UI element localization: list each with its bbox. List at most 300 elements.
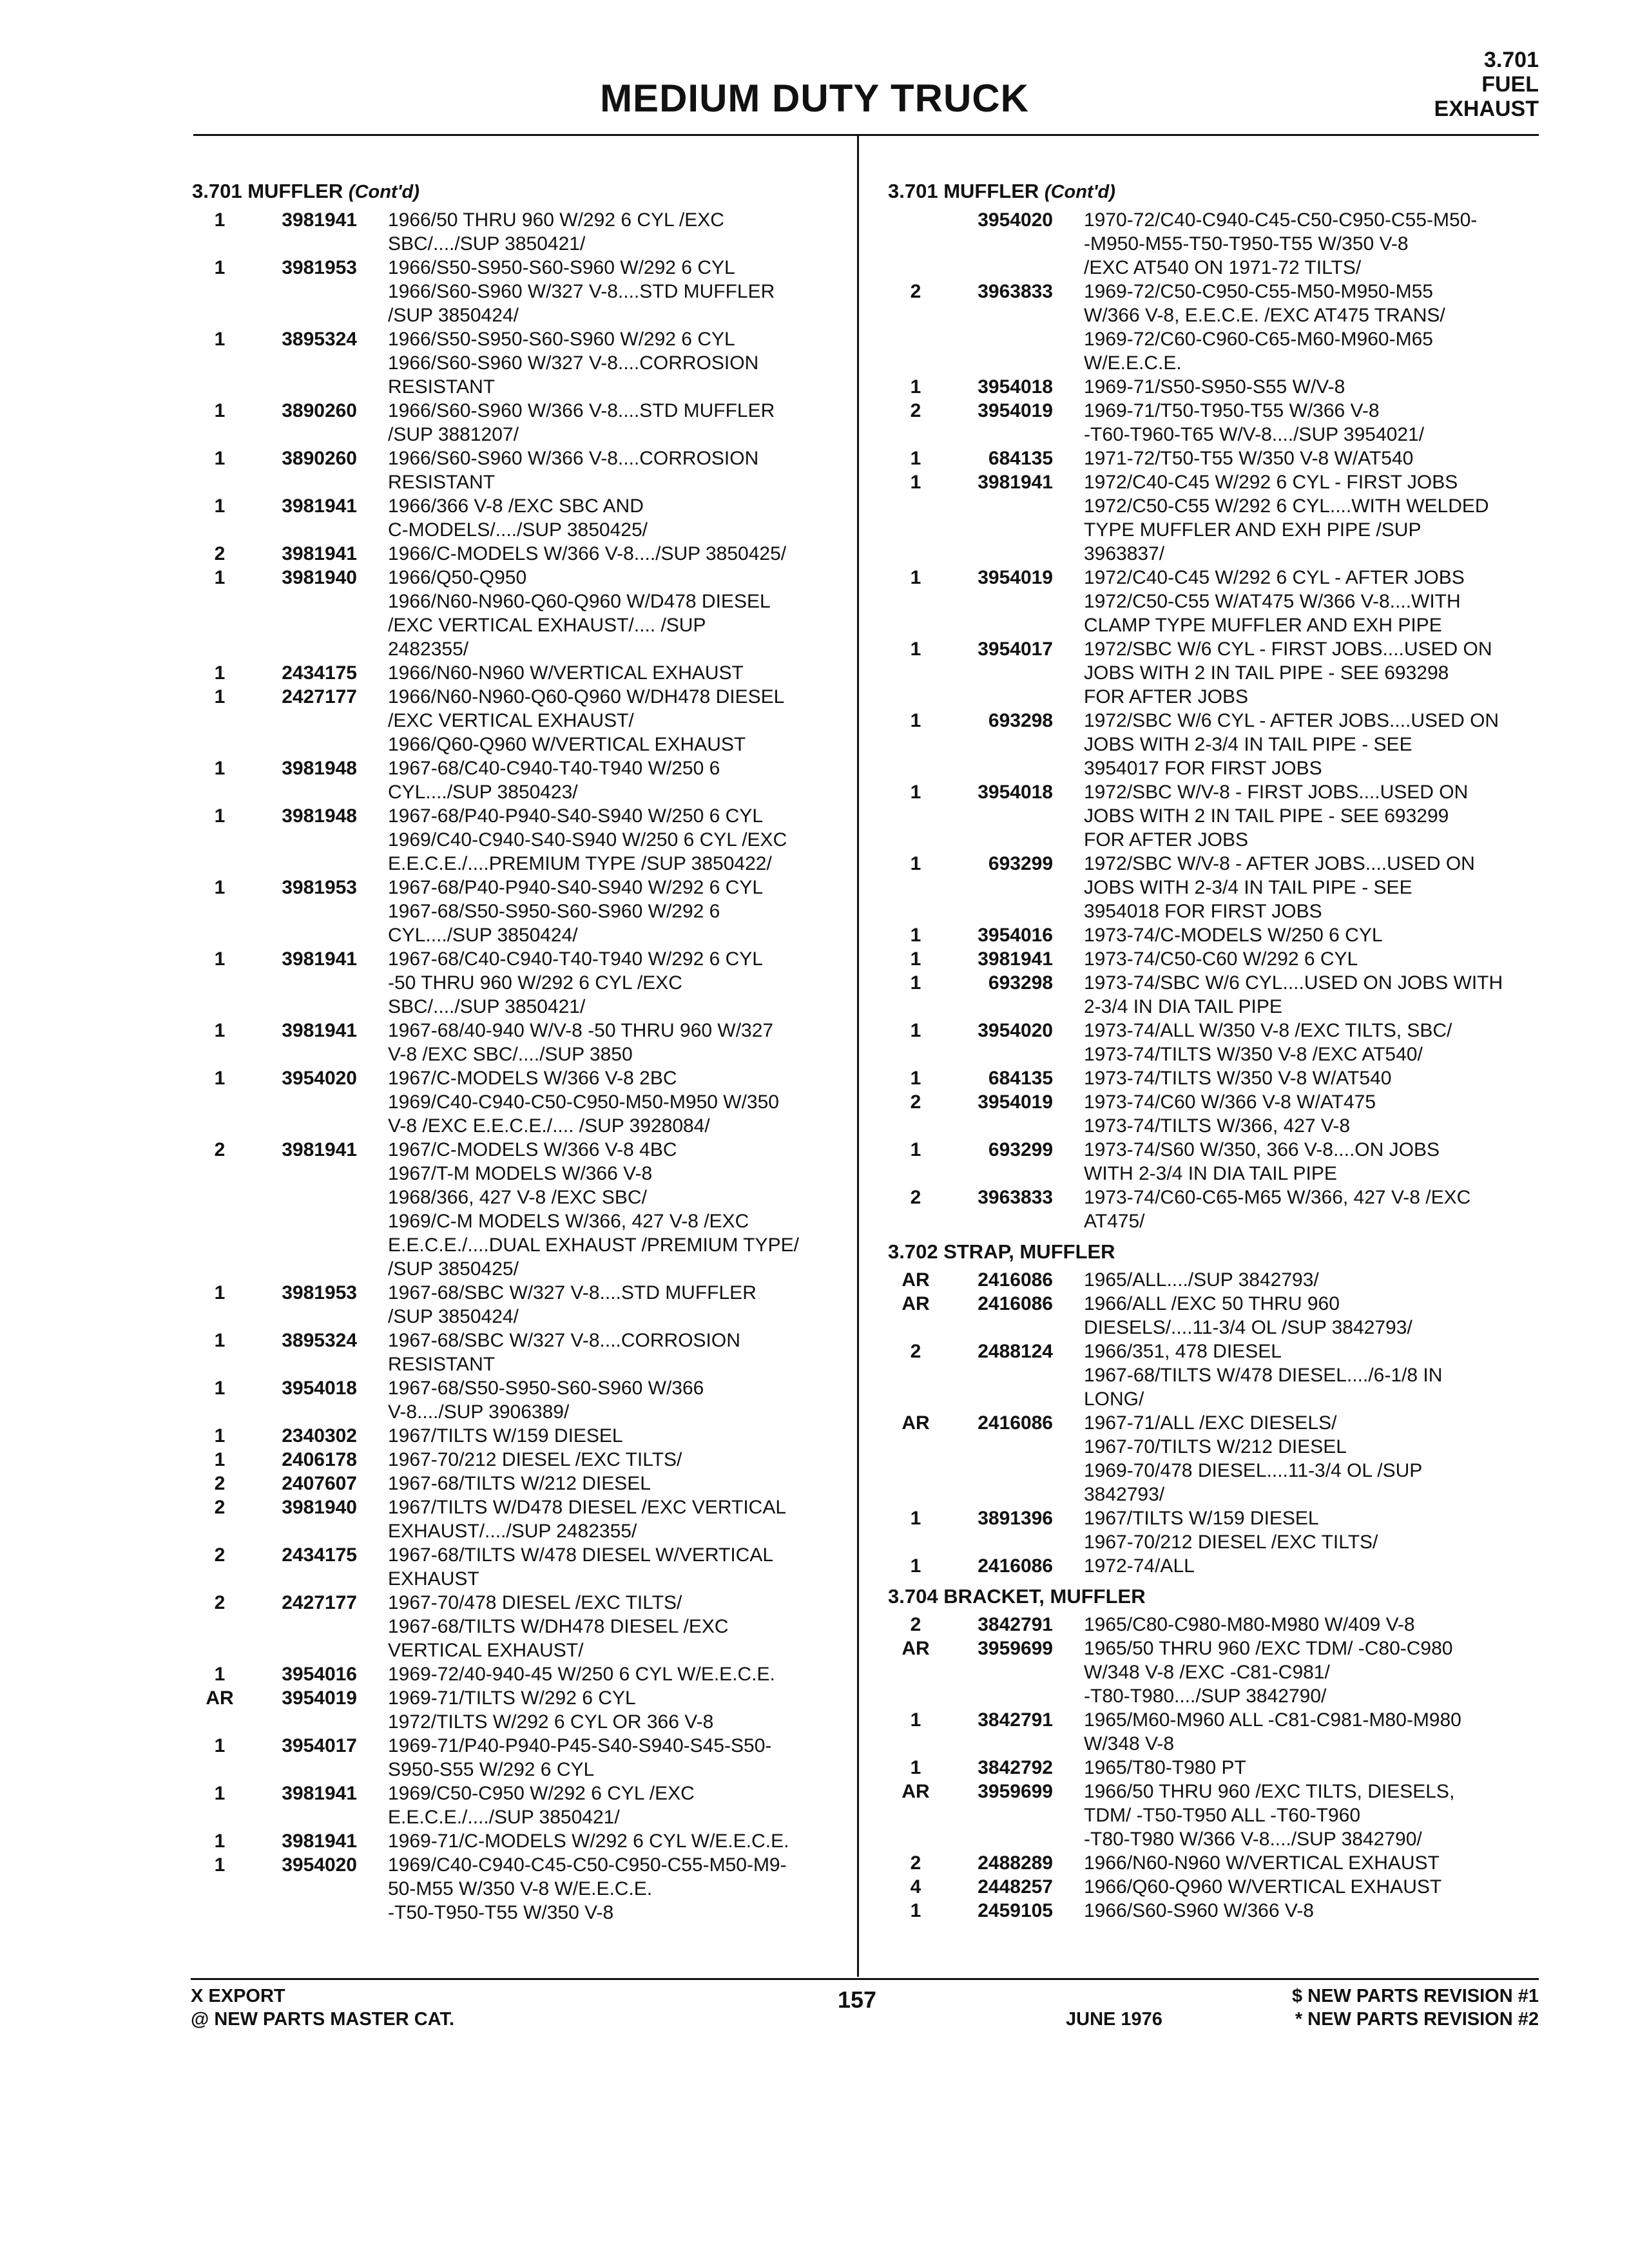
- description-line: /EXC VERTICAL EXHAUST/: [388, 710, 634, 731]
- part-number: 693298: [988, 710, 1053, 731]
- quantity: 1: [910, 1508, 921, 1529]
- description-line: 1966/366 V-8 /EXC SBC AND: [388, 495, 644, 517]
- part-number: 3954017: [282, 1735, 357, 1756]
- description-line: V-8..../SUP 3906389/: [388, 1401, 570, 1423]
- description: [1084, 280, 1539, 375]
- description: [388, 542, 849, 566]
- description-line: JOBS WITH 2 IN TAIL PIPE - SEE 693298: [1084, 662, 1449, 684]
- part-number: 3981948: [282, 758, 357, 779]
- part-number: 2488124: [978, 1341, 1053, 1362]
- description: [388, 661, 849, 685]
- description-line: 1973-74/TILTS W/350 V-8 W/AT540: [1084, 1068, 1392, 1089]
- description: [1084, 709, 1539, 780]
- part-number: 3981940: [282, 1497, 357, 1518]
- quantity: 1: [214, 1068, 226, 1089]
- quantity: 1: [214, 686, 226, 707]
- part-number: 3842791: [978, 1709, 1053, 1731]
- description-line: 1965/M60-M960 ALL -C81-C981-M80-M980: [1084, 1709, 1461, 1731]
- description-line: 1966/50 THRU 960 /EXC TILTS, DIESELS,: [1084, 1781, 1455, 1802]
- description-line: /SUP 3850424/: [388, 1306, 519, 1327]
- quantity: 1: [214, 1330, 226, 1351]
- description-line: V-8 /EXC E.E.C.E./.... /SUP 3928084/: [388, 1115, 710, 1137]
- description-line: 1966/N60-N960 W/VERTICAL EXHAUST: [388, 662, 744, 684]
- description-line: /SUP 3850425/: [388, 1258, 519, 1280]
- part-number: 693299: [988, 1139, 1053, 1160]
- section-heading: [192, 179, 849, 204]
- description: [388, 447, 849, 494]
- quantity: 1: [910, 1709, 921, 1731]
- list-item: [888, 566, 1539, 637]
- list-item: [192, 1066, 849, 1138]
- list-item: [888, 1613, 1539, 1637]
- quantity: 4: [910, 1876, 921, 1898]
- list-item: [888, 375, 1539, 399]
- quantity: 1: [910, 710, 921, 731]
- description-line: 1971-72/T50-T55 W/350 V-8 W/AT540: [1084, 448, 1414, 469]
- quantity: 1: [214, 662, 226, 684]
- list-item: [192, 1829, 849, 1853]
- list-item: [888, 852, 1539, 923]
- description-line: W/348 V-8 /EXC -C81-C981/: [1084, 1662, 1330, 1683]
- description-line: FOR AFTER JOBS: [1084, 829, 1249, 850]
- parts-list: [888, 1613, 1539, 1923]
- description: [1084, 1340, 1539, 1411]
- list-item: [192, 542, 849, 566]
- description: [388, 1662, 849, 1686]
- description-line: 2-3/4 IN DIA TAIL PIPE: [1084, 996, 1282, 1017]
- quantity: [888, 208, 943, 280]
- section-number: 3.701: [1483, 48, 1539, 72]
- description-line: 1973-74/TILTS W/366, 427 V-8: [1084, 1115, 1351, 1137]
- description-line: E.E.C.E./....DUAL EXHAUST /PREMIUM TYPE/: [388, 1235, 799, 1256]
- list-item: [888, 1899, 1539, 1923]
- part-number: 3981941: [282, 543, 357, 564]
- column-divider: [857, 134, 859, 1977]
- list-item: [888, 1875, 1539, 1899]
- parts-list: [888, 1268, 1539, 1578]
- description-line: 3954018 FOR FIRST JOBS: [1084, 901, 1322, 922]
- description: [1084, 1066, 1539, 1090]
- description-line: 1973-74/C60 W/366 V-8 W/AT475: [1084, 1091, 1376, 1113]
- description: [388, 399, 849, 447]
- quantity: 1: [910, 1020, 921, 1041]
- part-number: 3895324: [282, 329, 357, 350]
- description-line: 1965/ALL..../SUP 3842793/: [1084, 1269, 1319, 1291]
- description-line: 1972/SBC W/V-8 - AFTER JOBS....USED ON: [1084, 853, 1475, 874]
- description-line: 1967/C-MODELS W/366 V-8 4BC: [388, 1139, 677, 1160]
- description-line: 1967/T-M MODELS W/366 V-8: [388, 1163, 653, 1184]
- quantity: AR: [901, 1781, 930, 1802]
- part-number: 684135: [988, 448, 1053, 469]
- part-number: 3981953: [282, 257, 357, 278]
- publication-date: JUNE 1976: [1066, 2009, 1162, 2030]
- quantity: 2: [910, 281, 921, 302]
- quantity: 1: [910, 1757, 921, 1778]
- description-line: 1965/C80-C980-M80-M980 W/409 V-8: [1084, 1614, 1415, 1635]
- description-line: 1969-72/C60-C960-C65-M60-M960-M65: [1084, 329, 1433, 350]
- description-line: CLAMP TYPE MUFFLER AND EXH PIPE: [1084, 615, 1442, 636]
- quantity: 1: [910, 472, 921, 493]
- quantity: 1: [214, 1020, 226, 1041]
- quantity: AR: [901, 1269, 930, 1291]
- description: [388, 1734, 849, 1782]
- description-line: 1973-74/C60-C65-M65 W/366, 427 V-8 /EXC: [1084, 1187, 1471, 1208]
- section-category: FUEL: [1481, 72, 1539, 97]
- list-item: [888, 1506, 1539, 1554]
- description-line: 1967-68/P40-P940-S40-S940 W/250 6 CYL: [388, 805, 764, 827]
- description: [1084, 1637, 1539, 1708]
- part-number: 3963833: [978, 1187, 1053, 1208]
- quantity: 2: [910, 1341, 921, 1362]
- part-number: 2459105: [978, 1900, 1053, 1921]
- header-rule: [193, 134, 1539, 136]
- part-number: 684135: [988, 1068, 1053, 1089]
- list-item: [192, 1424, 849, 1448]
- list-item: [192, 208, 849, 256]
- description: [1084, 947, 1539, 971]
- list-item: [888, 1780, 1539, 1851]
- part-number: 3954018: [978, 376, 1053, 398]
- part-number: 3895324: [282, 1330, 357, 1351]
- description: [1084, 780, 1539, 852]
- description: [388, 756, 849, 804]
- quantity: 1: [214, 1831, 226, 1852]
- part-number: 3981953: [282, 877, 357, 898]
- description: [388, 1782, 849, 1829]
- description-line: 1972/SBC W/6 CYL - AFTER JOBS....USED ON: [1084, 710, 1499, 731]
- description: [388, 1376, 849, 1424]
- description-line: 1966/Q60-Q960 W/VERTICAL EXHAUST: [1084, 1876, 1442, 1898]
- quantity: 1: [214, 495, 226, 517]
- description-line: -T60-T960-T65 W/V-8..../SUP 3954021/: [1084, 424, 1425, 445]
- part-number: 2416086: [978, 1293, 1053, 1314]
- section-heading: [888, 1240, 1539, 1264]
- list-item: [192, 876, 849, 947]
- description-line: 1967-70/TILTS W/212 DIESEL: [1084, 1436, 1347, 1457]
- list-item: [888, 1554, 1539, 1578]
- description: [388, 947, 849, 1019]
- part-number: 3842791: [978, 1614, 1053, 1635]
- list-item: [192, 447, 849, 494]
- part-number: 3954020: [978, 209, 1053, 231]
- part-number: 693299: [988, 853, 1053, 874]
- list-item: [192, 1495, 849, 1543]
- quantity: 1: [214, 1425, 226, 1446]
- description-line: 1967-68/TILTS W/478 DIESEL W/VERTICAL: [388, 1544, 774, 1566]
- quantity: 1: [214, 329, 226, 350]
- description-line: 1966/ALL /EXC 50 THRU 960: [1084, 1293, 1340, 1314]
- description-line: 1965/50 THRU 960 /EXC TDM/ -C80-C980: [1084, 1638, 1453, 1659]
- quantity: 1: [214, 1378, 226, 1399]
- list-item: [192, 1853, 849, 1925]
- section-heading-text: 3.701 MUFFLER: [888, 180, 1039, 202]
- part-number: 2407607: [282, 1473, 357, 1494]
- quantity: 2: [910, 1091, 921, 1113]
- description-line: 1967-68/P40-P940-S40-S940 W/292 6 CYL: [388, 877, 764, 898]
- description-line: 1966/50 THRU 960 W/292 6 CYL /EXC: [388, 209, 724, 231]
- part-number: 3954019: [978, 567, 1053, 588]
- description-line: 1967/TILTS W/159 DIESEL: [388, 1425, 623, 1446]
- description: [1084, 1708, 1539, 1756]
- quantity: 1: [910, 782, 921, 803]
- list-item: [888, 1019, 1539, 1066]
- description-line: 1973-74/TILTS W/350 V-8 /EXC AT540/: [1084, 1044, 1423, 1065]
- description-line: 1967-68/S50-S950-S60-S960 W/366: [388, 1378, 704, 1399]
- quantity: AR: [901, 1293, 930, 1314]
- quantity: 1: [214, 1783, 226, 1804]
- part-number: 2427177: [282, 1592, 357, 1613]
- description-line: E.E.C.E./..../SUP 3850421/: [388, 1807, 620, 1828]
- description: [1084, 852, 1539, 923]
- description-line: 1967-68/TILTS W/478 DIESEL..../6-1/8 IN: [1084, 1365, 1443, 1386]
- part-number: 3981941: [282, 495, 357, 517]
- description-line: CYL..../SUP 3850423/: [388, 782, 578, 803]
- part-number: 3954018: [282, 1378, 357, 1399]
- legend-export: X EXPORT: [191, 1986, 285, 2006]
- list-item: [888, 280, 1539, 375]
- quantity: 1: [910, 925, 921, 946]
- description-line: 1973-74/C-MODELS W/250 6 CYL: [1084, 925, 1383, 946]
- part-number: 3954018: [978, 782, 1053, 803]
- description: [388, 208, 849, 256]
- description-line: 1966/S60-S960 W/327 V-8....CORROSION: [388, 352, 759, 374]
- list-item: [192, 756, 849, 804]
- list-item: [192, 1472, 849, 1495]
- description-line: 1967-68/C40-C940-T40-T940 W/250 6: [388, 758, 720, 779]
- list-item: [888, 399, 1539, 447]
- description-line: 1967-68/SBC W/327 V-8....STD MUFFLER: [388, 1282, 757, 1303]
- quantity: 1: [214, 877, 226, 898]
- list-item: [192, 256, 849, 327]
- section-heading-text: 3.704 BRACKET, MUFFLER: [888, 1585, 1146, 1608]
- description: [1084, 1019, 1539, 1066]
- description: [388, 1019, 849, 1066]
- section-heading-text: 3.701 MUFFLER: [192, 180, 343, 202]
- footer-rule: [191, 1978, 1539, 1980]
- list-item: [192, 1329, 849, 1376]
- description-line: 1967-68/40-940 W/V-8 -50 THRU 960 W/327: [388, 1020, 774, 1041]
- description-line: 1972/SBC W/6 CYL - FIRST JOBS....USED ON: [1084, 639, 1492, 660]
- part-number: 2434175: [282, 1544, 357, 1566]
- right-column: [888, 173, 1539, 1923]
- legend-revision-1: $ NEW PARTS REVISION #1: [1292, 1986, 1539, 2006]
- quantity: 1: [910, 448, 921, 469]
- description-line: JOBS WITH 2-3/4 IN TAIL PIPE - SEE: [1084, 734, 1412, 755]
- description-line: 1966/N60-N960-Q60-Q960 W/DH478 DIESEL: [388, 686, 785, 707]
- description-line: 1969-70/478 DIESEL....11-3/4 OL /SUP: [1084, 1460, 1423, 1481]
- description: [388, 1281, 849, 1329]
- part-number: 3954017: [978, 639, 1053, 660]
- part-number: 3981941: [282, 1783, 357, 1804]
- description-line: CYL..../SUP 3850424/: [388, 925, 578, 946]
- part-number: 2488289: [978, 1852, 1053, 1874]
- part-number: 3890260: [282, 448, 357, 469]
- quantity: AR: [206, 1687, 234, 1709]
- list-item: [888, 447, 1539, 470]
- quantity: 1: [910, 1555, 921, 1577]
- list-item: [192, 494, 849, 542]
- description-line: 3963837/: [1084, 543, 1165, 564]
- list-item: [192, 1782, 849, 1829]
- quantity: 2: [910, 1852, 921, 1874]
- list-item: [888, 971, 1539, 1019]
- description-line: 3954017 FOR FIRST JOBS: [1084, 758, 1322, 779]
- list-item: [888, 780, 1539, 852]
- part-number: 3954019: [978, 1091, 1053, 1113]
- part-number: 3981941: [282, 1020, 357, 1041]
- list-item: [192, 1543, 849, 1591]
- description: [388, 876, 849, 947]
- description: [1084, 399, 1539, 447]
- part-number: 2416086: [978, 1269, 1053, 1291]
- description-line: 1973-74/S60 W/350, 366 V-8....ON JOBS: [1084, 1139, 1440, 1160]
- description: [388, 1448, 849, 1472]
- description-line: 1966/S60-S960 W/366 V-8: [1084, 1900, 1314, 1921]
- description-line: 1966/351, 478 DIESEL: [1084, 1341, 1282, 1362]
- list-item: [192, 685, 849, 756]
- description: [1084, 1268, 1539, 1292]
- part-number: 3954020: [282, 1854, 357, 1876]
- list-item: [888, 1708, 1539, 1756]
- description-line: 1969-71/C-MODELS W/292 6 CYL W/E.E.C.E.: [388, 1831, 789, 1852]
- description-line: -T50-T950-T55 W/350 V-8: [388, 1902, 614, 1923]
- list-item: [888, 947, 1539, 971]
- description-line: 1972/SBC W/V-8 - FIRST JOBS....USED ON: [1084, 782, 1469, 803]
- part-number: 3954016: [978, 925, 1053, 946]
- part-number: 3959699: [978, 1638, 1053, 1659]
- description: [388, 1543, 849, 1591]
- description-line: 3842793/: [1084, 1484, 1165, 1505]
- list-item: [192, 804, 849, 876]
- list-item: [888, 1090, 1539, 1138]
- part-number: 3954019: [978, 400, 1053, 421]
- part-number: 3954019: [282, 1687, 357, 1709]
- description: [388, 804, 849, 876]
- part-number: 3981941: [978, 948, 1053, 970]
- page-title: MEDIUM DUTY TRUCK: [600, 77, 1029, 120]
- description-line: 1966/S50-S950-S60-S960 W/292 6 CYL: [388, 329, 735, 350]
- section-code: [1434, 48, 1539, 121]
- quantity: AR: [901, 1638, 930, 1659]
- description-line: SBC/..../SUP 3850421/: [388, 233, 586, 255]
- list-item: [888, 1411, 1539, 1506]
- description-line: 1972/C50-C55 W/AT475 W/366 V-8....WITH: [1084, 591, 1461, 612]
- quantity: 2: [214, 1544, 226, 1566]
- quantity: 1: [214, 448, 226, 469]
- quantity: 1: [214, 1854, 226, 1876]
- description: [1084, 375, 1539, 399]
- description: [1084, 470, 1539, 566]
- description-line: 1967-68/SBC W/327 V-8....CORROSION: [388, 1330, 740, 1351]
- description-line: 1969-72/40-940-45 W/250 6 CYL W/E.E.C.E.: [388, 1664, 775, 1685]
- description-line: WITH 2-3/4 IN DIA TAIL PIPE: [1084, 1163, 1337, 1184]
- description-line: /EXC VERTICAL EXHAUST/.... /SUP: [388, 615, 706, 636]
- quantity: 1: [214, 1282, 226, 1303]
- part-number: 3954016: [282, 1664, 357, 1685]
- list-item: [192, 327, 849, 399]
- description-line: AT475/: [1084, 1211, 1145, 1232]
- description-line: 1967-68/TILTS W/212 DIESEL: [388, 1473, 651, 1494]
- part-number: 3981940: [282, 567, 357, 588]
- list-item: [888, 923, 1539, 947]
- quantity: 2: [214, 543, 226, 564]
- list-item: [192, 1019, 849, 1066]
- section-heading: [888, 179, 1539, 204]
- description-line: 1966/N60-N960-Q60-Q960 W/D478 DIESEL: [388, 591, 771, 612]
- part-number: 2406178: [282, 1449, 357, 1470]
- description-line: 1973-74/SBC W/6 CYL....USED ON JOBS WITH: [1084, 972, 1503, 994]
- description-line: 1966/S60-S960 W/327 V-8....STD MUFFLER: [388, 281, 775, 302]
- description: [388, 327, 849, 399]
- description: [1084, 1899, 1539, 1923]
- description-line: 1967/C-MODELS W/366 V-8 2BC: [388, 1068, 677, 1089]
- quantity: 1: [910, 853, 921, 874]
- description: [1084, 971, 1539, 1019]
- part-number: 2434175: [282, 662, 357, 684]
- description: [1084, 1411, 1539, 1506]
- description-line: 1968/366, 427 V-8 /EXC SBC/: [388, 1187, 647, 1208]
- description-line: JOBS WITH 2-3/4 IN TAIL PIPE - SEE: [1084, 877, 1412, 898]
- quantity: 1: [910, 1900, 921, 1921]
- description-line: 1966/Q60-Q960 W/VERTICAL EXHAUST: [388, 734, 746, 755]
- description-line: 1967/TILTS W/159 DIESEL: [1084, 1508, 1319, 1529]
- description-line: 1972/C50-C55 W/292 6 CYL....WITH WELDED: [1084, 495, 1489, 517]
- quantity: 2: [214, 1497, 226, 1518]
- description-line: 1967-68/C40-C940-T40-T940 W/292 6 CYL: [388, 948, 763, 970]
- description-line: JOBS WITH 2 IN TAIL PIPE - SEE 693299: [1084, 805, 1449, 827]
- description-line: 1966/C-MODELS W/366 V-8..../SUP 3850425/: [388, 543, 787, 564]
- description-line: -M950-M55-T50-T950-T55 W/350 V-8: [1084, 233, 1409, 255]
- list-item: [192, 1448, 849, 1472]
- description-line: 1972/TILTS W/292 6 CYL OR 366 V-8: [388, 1711, 714, 1733]
- description-line: RESISTANT: [388, 376, 496, 398]
- parts-list: [888, 208, 1539, 1233]
- description: [1084, 1090, 1539, 1138]
- description: [388, 256, 849, 327]
- quantity: AR: [901, 1412, 930, 1434]
- list-item: [888, 208, 1539, 280]
- part-number: 3981941: [282, 1831, 357, 1852]
- description: [388, 1329, 849, 1376]
- description: [1084, 1613, 1539, 1637]
- list-item: [888, 1637, 1539, 1708]
- description-line: 1972/C40-C45 W/292 6 CYL - FIRST JOBS: [1084, 472, 1458, 493]
- description-line: 1969/C40-C940-S40-S940 W/250 6 CYL /EXC: [388, 829, 787, 850]
- part-number: 2340302: [282, 1425, 357, 1446]
- quantity: 1: [214, 1664, 226, 1685]
- list-item: [192, 566, 849, 661]
- list-item: [192, 1591, 849, 1662]
- quantity: 1: [910, 948, 921, 970]
- quantity: 1: [214, 948, 226, 970]
- description-line: TDM/ -T50-T950 ALL -T60-T960: [1084, 1805, 1361, 1826]
- legend-master-cat: @ NEW PARTS MASTER CAT.: [191, 2009, 455, 2030]
- section-heading: [888, 1584, 1539, 1609]
- description-line: S950-S55 W/292 6 CYL: [388, 1759, 595, 1780]
- quantity: 1: [214, 758, 226, 779]
- description-line: 1972-74/ALL: [1084, 1555, 1195, 1577]
- part-number: 3981941: [282, 948, 357, 970]
- legend-revision-2: * NEW PARTS REVISION #2: [1295, 2009, 1539, 2030]
- description-line: 1966/S60-S960 W/366 V-8....STD MUFFLER: [388, 400, 775, 421]
- description-line: 1967-70/212 DIESEL /EXC TILTS/: [388, 1449, 682, 1470]
- description: [388, 1853, 849, 1925]
- part-number: 3963833: [978, 281, 1053, 302]
- description-line: -50 THRU 960 W/292 6 CYL /EXC: [388, 972, 682, 994]
- quantity: 2: [214, 1473, 226, 1494]
- part-number: 2448257: [978, 1876, 1053, 1898]
- description: [388, 1686, 849, 1734]
